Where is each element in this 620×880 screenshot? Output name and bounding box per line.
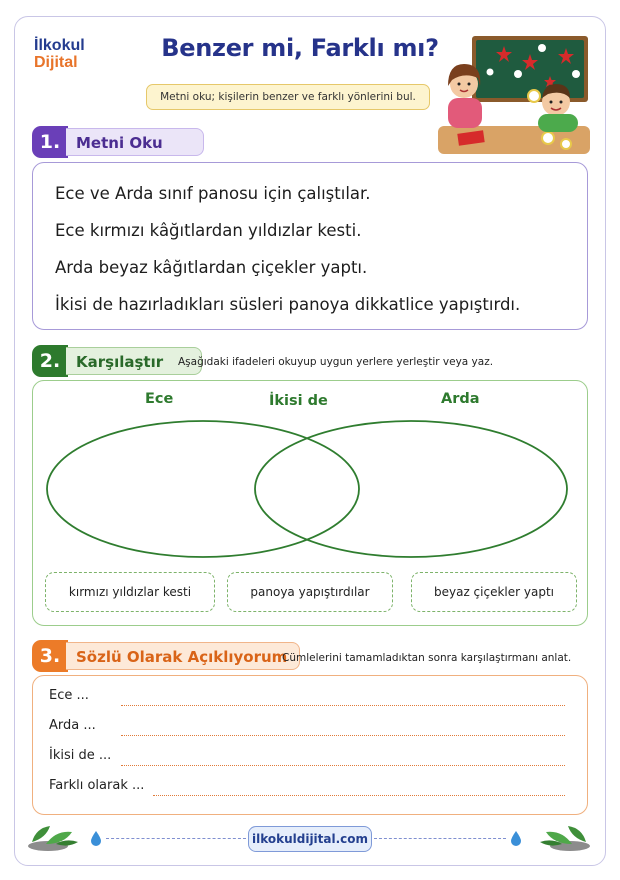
section-2-number: 2. (32, 345, 68, 377)
answer-line[interactable] (121, 765, 565, 766)
answer-row[interactable] (49, 778, 575, 800)
section-1-number: 1. (32, 126, 68, 158)
reading-text-box (32, 162, 588, 330)
children-crafting-illustration (438, 34, 590, 154)
instruction-banner: Metni oku; kişilerin benzer ve farklı yönlerini bul. (146, 84, 430, 110)
brand-line-2: Dijital (34, 53, 78, 71)
section-3-number: 3. (32, 640, 68, 672)
water-drop-icon (90, 830, 102, 846)
answer-line[interactable] (153, 795, 565, 796)
footer-divider-left (106, 838, 246, 839)
section-2-title: Karşılaştır (66, 347, 202, 375)
footer-site-link[interactable]: ilkokuldijital.com (248, 826, 372, 852)
reading-line: Ece ve Arda sınıf panosu için çalıştılar. (55, 184, 371, 203)
venn-circle-ece[interactable] (47, 421, 359, 557)
answer-prompt: Arda ... (49, 718, 96, 733)
footer-divider-right (374, 838, 506, 839)
reading-line: Arda beyaz kâğıtlardan çiçekler yaptı. (55, 258, 368, 277)
venn-circle-arda[interactable] (255, 421, 567, 557)
answer-row[interactable] (49, 688, 575, 710)
section-3-instruction: Cümlelerini tamamladıktan sonra karşılaştırmanı anlat. (282, 652, 572, 664)
answer-prompt: İkisi de ... (49, 748, 112, 763)
statement-card[interactable]: kırmızı yıldızlar kesti (45, 572, 215, 612)
answer-prompt: Farklı olarak ... (49, 778, 145, 793)
section-1-title: Metni Oku (66, 128, 204, 156)
section-2-instruction: Aşağıdaki ifadeleri okuyup uygun yerlere yerleştir veya yaz. (178, 356, 494, 368)
statement-card[interactable]: beyaz çiçekler yaptı (411, 572, 577, 612)
reading-line: İkisi de hazırladıkları süsleri panoya dikkatlice yapıştırdı. (55, 295, 521, 314)
statement-card[interactable]: panoya yapıştırdılar (227, 572, 393, 612)
answer-row[interactable] (49, 748, 575, 770)
sentence-box (32, 675, 588, 815)
leaf-icon (536, 822, 592, 852)
leaf-icon (26, 822, 82, 852)
section-3-title: Sözlü Olarak Açıklıyorum (66, 642, 300, 670)
reading-line: Ece kırmızı kâğıtlardan yıldızlar kesti. (55, 221, 362, 240)
water-drop-icon (510, 830, 522, 846)
answer-row[interactable] (49, 718, 575, 740)
venn-label-both: İkisi de (269, 393, 328, 409)
brand-line-1: İlkokul (34, 37, 85, 54)
answer-prompt: Ece ... (49, 688, 89, 703)
answer-line[interactable] (121, 735, 565, 736)
venn-label-ece: Ece (145, 391, 174, 407)
compare-box (32, 380, 588, 626)
venn-label-arda: Arda (441, 391, 480, 407)
answer-line[interactable] (121, 705, 565, 706)
page-title: Benzer mi, Farklı mı? (161, 34, 439, 62)
brand-logo (34, 38, 85, 72)
